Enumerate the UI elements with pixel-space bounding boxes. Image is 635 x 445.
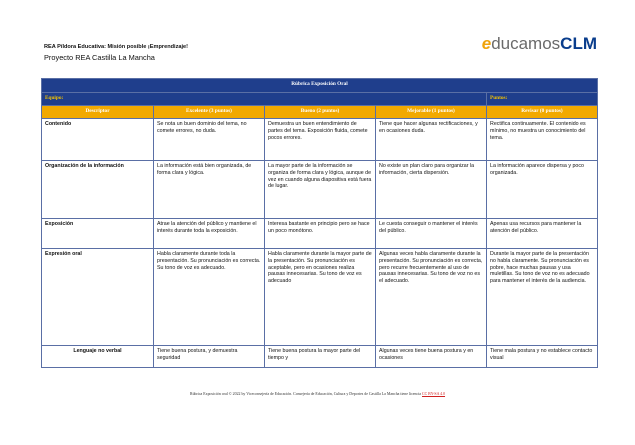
table-cell: Interesa bastante en principio pero se hace un poco monótono. xyxy=(265,219,376,249)
row-descriptor: Contenido xyxy=(42,119,154,161)
table-cell: Rectifica continuamente. El contenido es mínimo, no muestra un conocimiento del tema. xyxy=(487,119,598,161)
table-cell: Tiene buena postura, y demuestra seguridad xyxy=(154,346,265,368)
table-row xyxy=(42,346,598,368)
table-cell: Demuestra un buen entendimiento de partes del tema. Exposición fluida, comete pocos errores. xyxy=(265,119,376,161)
table-row xyxy=(42,161,598,219)
table-row xyxy=(42,249,598,346)
table-cell: Habla claramente durante la mayor parte de la presentación. Su pronunciación es aceptable, pero en ocasiones realiza pausas innecesarias. Su tono de voz es adecuado xyxy=(265,249,376,346)
column-header: Revisar (0 puntos) xyxy=(487,106,598,119)
column-header: Mejorable (1 puntos) xyxy=(376,106,487,119)
educamosclm-logo: educamosCLM xyxy=(481,34,597,53)
license-link[interactable]: CC BY-SA 4.0 xyxy=(422,392,446,396)
table-cell: No existe un plan claro para organizar la información, cierta dispersión. xyxy=(376,161,487,219)
rubric-title: Rúbrica Exposición Oral xyxy=(42,79,598,93)
table-cell: Atrae la atención del público y mantiene el interés durante toda la exposición. xyxy=(154,219,265,249)
header-project: Proyecto REA Castilla La Mancha xyxy=(44,53,155,62)
table-cell: La información está bien organizada, de forma clara y lógica. xyxy=(154,161,265,219)
row-descriptor: Expresión oral xyxy=(42,249,154,346)
row-descriptor: Organización de la información xyxy=(42,161,154,219)
table-cell: La mayor parte de la información se organiza de forma clara y lógica, aunque de vez en cuando alguna diapositiva está fuera de lugar. xyxy=(265,161,376,219)
table-cell: Durante la mayor parte de la presentación no habla claramente. Su pronunciación es pobre, hace muchas pausas y usa muletillas. Su tono de voz no es adecuado para mantener el interés de la audiencia. xyxy=(487,249,598,346)
table-cell: Tiene buena postura la mayor parte del tiempo y xyxy=(265,346,376,368)
table-cell: Algunas veces habla claramente durante la presentación. Su pronunciación es correcta, pero recurre frecuentemente al uso de pausas innecesarias. Su tono de voz no es el adecuado. xyxy=(376,249,487,346)
footer-text: Rúbrica Exposición oral © 2022 by Viceconsejería de Educación. Consejería de Educación, Cultura y Deportes de Castilla La Mancha tiene licencia xyxy=(189,392,422,396)
rubric-table xyxy=(41,78,598,368)
table-cell: Tiene que hacer algunas rectificaciones, y en ocasiones duda. xyxy=(376,119,487,161)
table-cell: Habla claramente durante toda la presentación. Su pronunciación es correcta. Su tono de voz es adecuado. xyxy=(154,249,265,346)
puntos-label: Puntos: xyxy=(487,93,598,106)
table-cell: Apenas usa recursos para mantener la atención del público. xyxy=(487,219,598,249)
column-header-row xyxy=(42,106,598,119)
column-header: Descriptor xyxy=(42,106,154,119)
column-header: Bueno (2 puntos) xyxy=(265,106,376,119)
table-cell: Se nota un buen dominio del tema, no comete errores, no duda. xyxy=(154,119,265,161)
row-descriptor: Lenguaje no verbal xyxy=(42,346,154,368)
column-header: Excelente (3 puntos) xyxy=(154,106,265,119)
table-cell: Algunas veces tiene buena postura y en ocasiones xyxy=(376,346,487,368)
rubric-title-row xyxy=(42,79,598,93)
table-row xyxy=(42,219,598,249)
table-cell: Tiene mala postura y no establece contacto visual xyxy=(487,346,598,368)
team-points-row xyxy=(42,93,598,106)
row-descriptor: Exposición xyxy=(42,219,154,249)
header-title: REA Píldora Educativa: Misión posible ¡Emprendizaje! xyxy=(44,44,189,50)
table-row xyxy=(42,119,598,161)
equipo-label: Equipo: xyxy=(42,93,487,106)
table-cell: Le cuesta conseguir o mantener el interés del público. xyxy=(376,219,487,249)
table-cell: La información aparece dispersa y poco organizada. xyxy=(487,161,598,219)
license-footer xyxy=(0,392,635,396)
document-header xyxy=(44,44,188,62)
